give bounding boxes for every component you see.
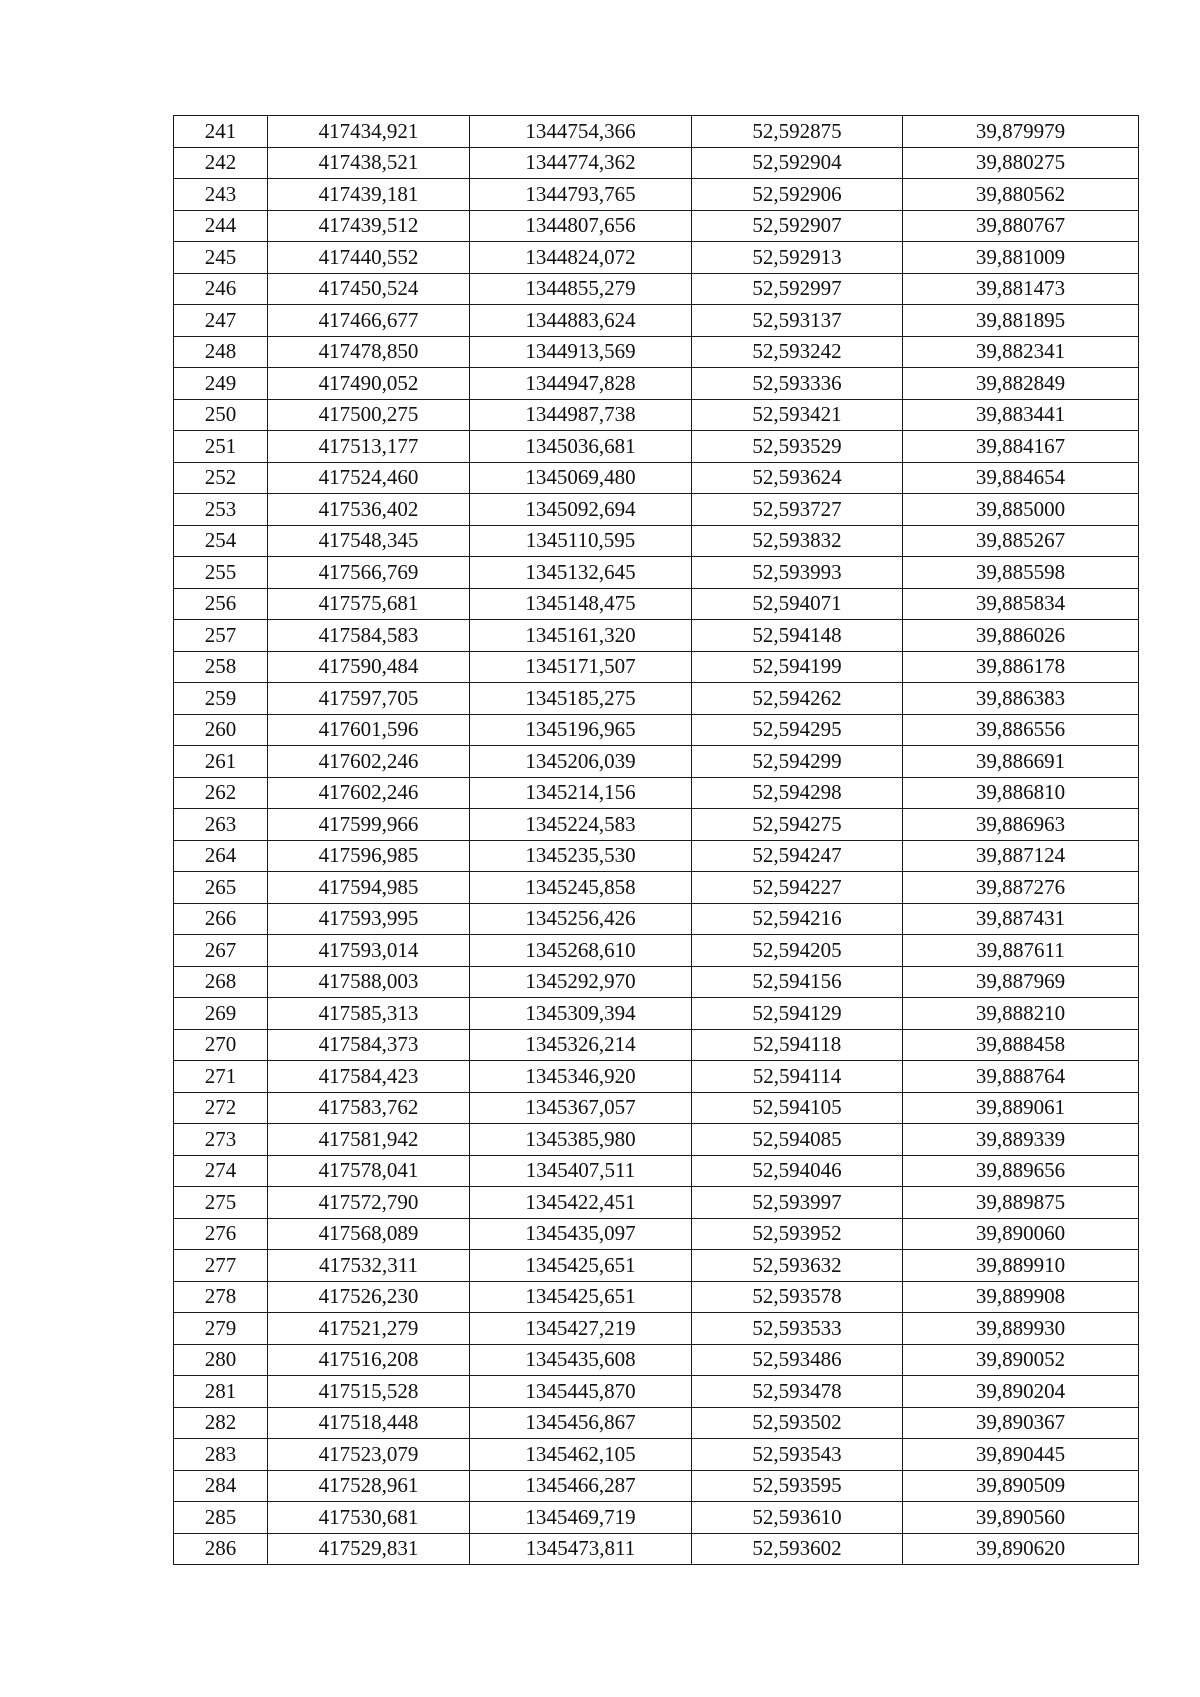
y-coordinate-cell: 1345171,507 — [470, 651, 692, 683]
table-row — [174, 966, 1139, 998]
longitude-cell: 39,889908 — [903, 1281, 1139, 1313]
y-coordinate-cell: 1345214,156 — [470, 777, 692, 809]
x-coordinate-cell: 417466,677 — [268, 305, 470, 337]
point-number-cell: 259 — [174, 683, 268, 715]
longitude-cell: 39,879979 — [903, 116, 1139, 148]
point-number-cell: 250 — [174, 399, 268, 431]
y-coordinate-cell: 1344913,569 — [470, 336, 692, 368]
longitude-cell: 39,887124 — [903, 840, 1139, 872]
x-coordinate-cell: 417536,402 — [268, 494, 470, 526]
table-row — [174, 872, 1139, 904]
latitude-cell: 52,592906 — [692, 179, 903, 211]
longitude-cell: 39,890509 — [903, 1470, 1139, 1502]
point-number-cell: 266 — [174, 903, 268, 935]
table-row — [174, 1344, 1139, 1376]
point-number-cell: 273 — [174, 1124, 268, 1156]
x-coordinate-cell: 417594,985 — [268, 872, 470, 904]
table-row — [174, 1155, 1139, 1187]
y-coordinate-cell: 1344793,765 — [470, 179, 692, 211]
x-coordinate-cell: 417523,079 — [268, 1439, 470, 1471]
latitude-cell: 52,593632 — [692, 1250, 903, 1282]
x-coordinate-cell: 417593,014 — [268, 935, 470, 967]
longitude-cell: 39,890445 — [903, 1439, 1139, 1471]
longitude-cell: 39,884654 — [903, 462, 1139, 494]
longitude-cell: 39,889656 — [903, 1155, 1139, 1187]
y-coordinate-cell: 1345036,681 — [470, 431, 692, 463]
latitude-cell: 52,593624 — [692, 462, 903, 494]
point-number-cell: 260 — [174, 714, 268, 746]
point-number-cell: 281 — [174, 1376, 268, 1408]
x-coordinate-cell: 417500,275 — [268, 399, 470, 431]
table-row — [174, 399, 1139, 431]
point-number-cell: 243 — [174, 179, 268, 211]
point-number-cell: 242 — [174, 147, 268, 179]
table-row — [174, 116, 1139, 148]
table-row — [174, 746, 1139, 778]
y-coordinate-cell: 1345268,610 — [470, 935, 692, 967]
point-number-cell: 275 — [174, 1187, 268, 1219]
latitude-cell: 52,593993 — [692, 557, 903, 589]
longitude-cell: 39,880275 — [903, 147, 1139, 179]
point-number-cell: 244 — [174, 210, 268, 242]
longitude-cell: 39,888764 — [903, 1061, 1139, 1093]
y-coordinate-cell: 1345110,595 — [470, 525, 692, 557]
longitude-cell: 39,882849 — [903, 368, 1139, 400]
longitude-cell: 39,890052 — [903, 1344, 1139, 1376]
latitude-cell: 52,593421 — [692, 399, 903, 431]
point-number-cell: 257 — [174, 620, 268, 652]
x-coordinate-cell: 417583,762 — [268, 1092, 470, 1124]
y-coordinate-cell: 1345206,039 — [470, 746, 692, 778]
x-coordinate-cell: 417585,313 — [268, 998, 470, 1030]
y-coordinate-cell: 1344947,828 — [470, 368, 692, 400]
longitude-cell: 39,886556 — [903, 714, 1139, 746]
y-coordinate-cell: 1345473,811 — [470, 1533, 692, 1565]
x-coordinate-cell: 417439,181 — [268, 179, 470, 211]
longitude-cell: 39,887431 — [903, 903, 1139, 935]
x-coordinate-cell: 417584,373 — [268, 1029, 470, 1061]
point-number-cell: 264 — [174, 840, 268, 872]
x-coordinate-cell: 417601,596 — [268, 714, 470, 746]
latitude-cell: 52,594262 — [692, 683, 903, 715]
latitude-cell: 52,594046 — [692, 1155, 903, 1187]
latitude-cell: 52,594114 — [692, 1061, 903, 1093]
point-number-cell: 241 — [174, 116, 268, 148]
table-row — [174, 588, 1139, 620]
latitude-cell: 52,594247 — [692, 840, 903, 872]
latitude-cell: 52,593478 — [692, 1376, 903, 1408]
y-coordinate-cell: 1345425,651 — [470, 1250, 692, 1282]
x-coordinate-cell: 417521,279 — [268, 1313, 470, 1345]
latitude-cell: 52,593543 — [692, 1439, 903, 1471]
point-number-cell: 272 — [174, 1092, 268, 1124]
table-row — [174, 242, 1139, 274]
y-coordinate-cell: 1344883,624 — [470, 305, 692, 337]
point-number-cell: 279 — [174, 1313, 268, 1345]
latitude-cell: 52,592904 — [692, 147, 903, 179]
point-number-cell: 276 — [174, 1218, 268, 1250]
latitude-cell: 52,594299 — [692, 746, 903, 778]
longitude-cell: 39,886178 — [903, 651, 1139, 683]
y-coordinate-cell: 1345385,980 — [470, 1124, 692, 1156]
x-coordinate-cell: 417590,484 — [268, 651, 470, 683]
latitude-cell: 52,593578 — [692, 1281, 903, 1313]
latitude-cell: 52,594199 — [692, 651, 903, 683]
latitude-cell: 52,593529 — [692, 431, 903, 463]
longitude-cell: 39,890060 — [903, 1218, 1139, 1250]
y-coordinate-cell: 1345367,057 — [470, 1092, 692, 1124]
x-coordinate-cell: 417439,512 — [268, 210, 470, 242]
latitude-cell: 52,592913 — [692, 242, 903, 274]
point-number-cell: 262 — [174, 777, 268, 809]
latitude-cell: 52,593997 — [692, 1187, 903, 1219]
x-coordinate-cell: 417490,052 — [268, 368, 470, 400]
longitude-cell: 39,887276 — [903, 872, 1139, 904]
latitude-cell: 52,594156 — [692, 966, 903, 998]
longitude-cell: 39,884167 — [903, 431, 1139, 463]
latitude-cell: 52,594295 — [692, 714, 903, 746]
y-coordinate-cell: 1345469,719 — [470, 1502, 692, 1534]
longitude-cell: 39,890560 — [903, 1502, 1139, 1534]
latitude-cell: 52,592875 — [692, 116, 903, 148]
point-number-cell: 263 — [174, 809, 268, 841]
latitude-cell: 52,594275 — [692, 809, 903, 841]
y-coordinate-cell: 1345092,694 — [470, 494, 692, 526]
y-coordinate-cell: 1344987,738 — [470, 399, 692, 431]
x-coordinate-cell: 417568,089 — [268, 1218, 470, 1250]
x-coordinate-cell: 417532,311 — [268, 1250, 470, 1282]
latitude-cell: 52,593832 — [692, 525, 903, 557]
point-number-cell: 265 — [174, 872, 268, 904]
table-row — [174, 462, 1139, 494]
point-number-cell: 252 — [174, 462, 268, 494]
x-coordinate-cell: 417584,423 — [268, 1061, 470, 1093]
latitude-cell: 52,592907 — [692, 210, 903, 242]
y-coordinate-cell: 1345161,320 — [470, 620, 692, 652]
point-number-cell: 246 — [174, 273, 268, 305]
latitude-cell: 52,593952 — [692, 1218, 903, 1250]
longitude-cell: 39,881009 — [903, 242, 1139, 274]
x-coordinate-cell: 417599,966 — [268, 809, 470, 841]
latitude-cell: 52,594148 — [692, 620, 903, 652]
latitude-cell: 52,593137 — [692, 305, 903, 337]
point-number-cell: 267 — [174, 935, 268, 967]
y-coordinate-cell: 1345292,970 — [470, 966, 692, 998]
point-number-cell: 256 — [174, 588, 268, 620]
y-coordinate-cell: 1345309,394 — [470, 998, 692, 1030]
table-row — [174, 557, 1139, 589]
longitude-cell: 39,890204 — [903, 1376, 1139, 1408]
point-number-cell: 284 — [174, 1470, 268, 1502]
table-row — [174, 1439, 1139, 1471]
table-row — [174, 683, 1139, 715]
longitude-cell: 39,888210 — [903, 998, 1139, 1030]
x-coordinate-cell: 417434,921 — [268, 116, 470, 148]
point-number-cell: 248 — [174, 336, 268, 368]
latitude-cell: 52,594205 — [692, 935, 903, 967]
longitude-cell: 39,890367 — [903, 1407, 1139, 1439]
y-coordinate-cell: 1345427,219 — [470, 1313, 692, 1345]
longitude-cell: 39,885267 — [903, 525, 1139, 557]
table-row — [174, 336, 1139, 368]
table-row — [174, 210, 1139, 242]
table-row — [174, 368, 1139, 400]
y-coordinate-cell: 1345326,214 — [470, 1029, 692, 1061]
table-row — [174, 1124, 1139, 1156]
table-row — [174, 809, 1139, 841]
point-number-cell: 274 — [174, 1155, 268, 1187]
x-coordinate-cell: 417528,961 — [268, 1470, 470, 1502]
table-row — [174, 1533, 1139, 1565]
point-number-cell: 249 — [174, 368, 268, 400]
y-coordinate-cell: 1344754,366 — [470, 116, 692, 148]
point-number-cell: 286 — [174, 1533, 268, 1565]
latitude-cell: 52,594227 — [692, 872, 903, 904]
latitude-cell: 52,593486 — [692, 1344, 903, 1376]
point-number-cell: 254 — [174, 525, 268, 557]
table-row — [174, 777, 1139, 809]
point-number-cell: 280 — [174, 1344, 268, 1376]
latitude-cell: 52,593610 — [692, 1502, 903, 1534]
longitude-cell: 39,886810 — [903, 777, 1139, 809]
longitude-cell: 39,885834 — [903, 588, 1139, 620]
longitude-cell: 39,887969 — [903, 966, 1139, 998]
x-coordinate-cell: 417602,246 — [268, 746, 470, 778]
point-number-cell: 253 — [174, 494, 268, 526]
y-coordinate-cell: 1345069,480 — [470, 462, 692, 494]
longitude-cell: 39,886691 — [903, 746, 1139, 778]
longitude-cell: 39,889910 — [903, 1250, 1139, 1282]
point-number-cell: 269 — [174, 998, 268, 1030]
point-number-cell: 278 — [174, 1281, 268, 1313]
table-row — [174, 1470, 1139, 1502]
y-coordinate-cell: 1345466,287 — [470, 1470, 692, 1502]
point-number-cell: 251 — [174, 431, 268, 463]
table-row — [174, 903, 1139, 935]
latitude-cell: 52,593595 — [692, 1470, 903, 1502]
y-coordinate-cell: 1345435,097 — [470, 1218, 692, 1250]
latitude-cell: 52,594071 — [692, 588, 903, 620]
x-coordinate-cell: 417572,790 — [268, 1187, 470, 1219]
y-coordinate-cell: 1344855,279 — [470, 273, 692, 305]
table-row — [174, 620, 1139, 652]
longitude-cell: 39,887611 — [903, 935, 1139, 967]
latitude-cell: 52,593336 — [692, 368, 903, 400]
x-coordinate-cell: 417566,769 — [268, 557, 470, 589]
longitude-cell: 39,880767 — [903, 210, 1139, 242]
point-number-cell: 283 — [174, 1439, 268, 1471]
table-row — [174, 525, 1139, 557]
x-coordinate-cell: 417593,995 — [268, 903, 470, 935]
table-row — [174, 305, 1139, 337]
point-number-cell: 271 — [174, 1061, 268, 1093]
table-row — [174, 1092, 1139, 1124]
table-row — [174, 179, 1139, 211]
longitude-cell: 39,883441 — [903, 399, 1139, 431]
point-number-cell: 277 — [174, 1250, 268, 1282]
table-row — [174, 147, 1139, 179]
table-row — [174, 494, 1139, 526]
x-coordinate-cell: 417515,528 — [268, 1376, 470, 1408]
longitude-cell: 39,889930 — [903, 1313, 1139, 1345]
x-coordinate-cell: 417597,705 — [268, 683, 470, 715]
y-coordinate-cell: 1345235,530 — [470, 840, 692, 872]
x-coordinate-cell: 417581,942 — [268, 1124, 470, 1156]
y-coordinate-cell: 1345425,651 — [470, 1281, 692, 1313]
latitude-cell: 52,594216 — [692, 903, 903, 935]
coordinates-table-body — [174, 116, 1139, 1565]
x-coordinate-cell: 417578,041 — [268, 1155, 470, 1187]
y-coordinate-cell: 1345256,426 — [470, 903, 692, 935]
latitude-cell: 52,594118 — [692, 1029, 903, 1061]
longitude-cell: 39,881473 — [903, 273, 1139, 305]
longitude-cell: 39,885000 — [903, 494, 1139, 526]
longitude-cell: 39,888458 — [903, 1029, 1139, 1061]
longitude-cell: 39,889875 — [903, 1187, 1139, 1219]
latitude-cell: 52,593242 — [692, 336, 903, 368]
coordinates-table — [173, 115, 1139, 1565]
table-row — [174, 431, 1139, 463]
x-coordinate-cell: 417602,246 — [268, 777, 470, 809]
x-coordinate-cell: 417440,552 — [268, 242, 470, 274]
x-coordinate-cell: 417596,985 — [268, 840, 470, 872]
point-number-cell: 270 — [174, 1029, 268, 1061]
table-row — [174, 840, 1139, 872]
longitude-cell: 39,886383 — [903, 683, 1139, 715]
y-coordinate-cell: 1345456,867 — [470, 1407, 692, 1439]
x-coordinate-cell: 417588,003 — [268, 966, 470, 998]
table-row — [174, 998, 1139, 1030]
point-number-cell: 285 — [174, 1502, 268, 1534]
x-coordinate-cell: 417548,345 — [268, 525, 470, 557]
table-row — [174, 1250, 1139, 1282]
longitude-cell: 39,889339 — [903, 1124, 1139, 1156]
latitude-cell: 52,593602 — [692, 1533, 903, 1565]
longitude-cell: 39,880562 — [903, 179, 1139, 211]
latitude-cell: 52,594085 — [692, 1124, 903, 1156]
table-row — [174, 273, 1139, 305]
point-number-cell: 268 — [174, 966, 268, 998]
table-row — [174, 651, 1139, 683]
latitude-cell: 52,592997 — [692, 273, 903, 305]
y-coordinate-cell: 1345407,511 — [470, 1155, 692, 1187]
point-number-cell: 255 — [174, 557, 268, 589]
table-row — [174, 714, 1139, 746]
point-number-cell: 282 — [174, 1407, 268, 1439]
table-row — [174, 1407, 1139, 1439]
latitude-cell: 52,594129 — [692, 998, 903, 1030]
x-coordinate-cell: 417526,230 — [268, 1281, 470, 1313]
y-coordinate-cell: 1344807,656 — [470, 210, 692, 242]
table-row — [174, 1061, 1139, 1093]
latitude-cell: 52,593727 — [692, 494, 903, 526]
y-coordinate-cell: 1345445,870 — [470, 1376, 692, 1408]
y-coordinate-cell: 1345462,105 — [470, 1439, 692, 1471]
y-coordinate-cell: 1345346,920 — [470, 1061, 692, 1093]
y-coordinate-cell: 1344774,362 — [470, 147, 692, 179]
table-row — [174, 1281, 1139, 1313]
y-coordinate-cell: 1345132,645 — [470, 557, 692, 589]
point-number-cell: 245 — [174, 242, 268, 274]
longitude-cell: 39,882341 — [903, 336, 1139, 368]
y-coordinate-cell: 1345422,451 — [470, 1187, 692, 1219]
table-row — [174, 1029, 1139, 1061]
y-coordinate-cell: 1344824,072 — [470, 242, 692, 274]
y-coordinate-cell: 1345245,858 — [470, 872, 692, 904]
longitude-cell: 39,885598 — [903, 557, 1139, 589]
latitude-cell: 52,594105 — [692, 1092, 903, 1124]
latitude-cell: 52,593502 — [692, 1407, 903, 1439]
x-coordinate-cell: 417530,681 — [268, 1502, 470, 1534]
latitude-cell: 52,594298 — [692, 777, 903, 809]
x-coordinate-cell: 417478,850 — [268, 336, 470, 368]
x-coordinate-cell: 417575,681 — [268, 588, 470, 620]
table-row — [174, 1502, 1139, 1534]
longitude-cell: 39,886026 — [903, 620, 1139, 652]
x-coordinate-cell: 417513,177 — [268, 431, 470, 463]
x-coordinate-cell: 417516,208 — [268, 1344, 470, 1376]
y-coordinate-cell: 1345196,965 — [470, 714, 692, 746]
x-coordinate-cell: 417529,831 — [268, 1533, 470, 1565]
longitude-cell: 39,889061 — [903, 1092, 1139, 1124]
x-coordinate-cell: 417450,524 — [268, 273, 470, 305]
y-coordinate-cell: 1345185,275 — [470, 683, 692, 715]
table-row — [174, 935, 1139, 967]
point-number-cell: 258 — [174, 651, 268, 683]
longitude-cell: 39,886963 — [903, 809, 1139, 841]
longitude-cell: 39,881895 — [903, 305, 1139, 337]
table-row — [174, 1218, 1139, 1250]
longitude-cell: 39,890620 — [903, 1533, 1139, 1565]
point-number-cell: 247 — [174, 305, 268, 337]
y-coordinate-cell: 1345224,583 — [470, 809, 692, 841]
point-number-cell: 261 — [174, 746, 268, 778]
y-coordinate-cell: 1345148,475 — [470, 588, 692, 620]
table-row — [174, 1313, 1139, 1345]
table-row — [174, 1187, 1139, 1219]
latitude-cell: 52,593533 — [692, 1313, 903, 1345]
x-coordinate-cell: 417518,448 — [268, 1407, 470, 1439]
table-row — [174, 1376, 1139, 1408]
x-coordinate-cell: 417438,521 — [268, 147, 470, 179]
x-coordinate-cell: 417524,460 — [268, 462, 470, 494]
y-coordinate-cell: 1345435,608 — [470, 1344, 692, 1376]
x-coordinate-cell: 417584,583 — [268, 620, 470, 652]
